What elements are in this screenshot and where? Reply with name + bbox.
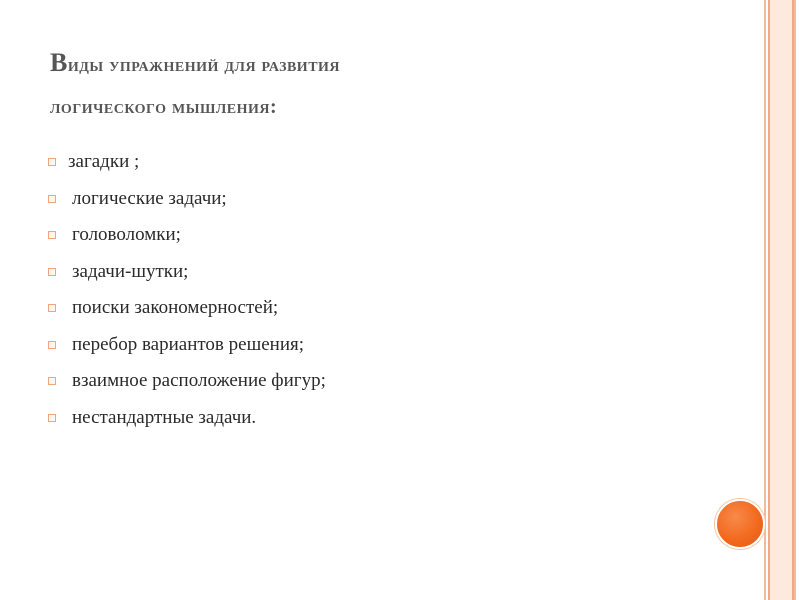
square-bullet-icon: [48, 268, 56, 276]
list-item-text: взаимное расположение фигур;: [72, 370, 326, 391]
slide-title: [50, 42, 670, 128]
list-item-text: задачи-шутки;: [72, 260, 189, 282]
list-item-text: нестандартные задачи.: [72, 406, 257, 428]
square-bullet-icon: [48, 304, 56, 312]
right-border-line-right: [794, 0, 796, 600]
title-line-1: [50, 42, 670, 87]
list-item-text: логические задачи;: [72, 187, 227, 209]
square-bullet-icon: [48, 158, 56, 166]
title-first-letter: В: [50, 48, 68, 77]
square-bullet-icon: [48, 231, 56, 239]
square-bullet-icon: [48, 195, 56, 203]
list-item-text: головоломки;: [72, 224, 181, 245]
title-line-1-text: иды упражнений для развития: [67, 54, 341, 76]
square-bullet-icon: [48, 414, 56, 422]
right-border-line-left: [764, 0, 766, 600]
right-border-band: [768, 0, 794, 600]
square-bullet-icon: [48, 377, 56, 385]
square-bullet-icon: [48, 341, 56, 349]
title-line-2: логического мышления:: [50, 96, 278, 118]
list-item-text: перебор вариантов решения;: [72, 333, 304, 355]
list-item-text: поиски закономерностей;: [72, 297, 279, 318]
list-item-text: загадки ;: [68, 151, 140, 172]
orange-circle-icon: [715, 499, 765, 549]
